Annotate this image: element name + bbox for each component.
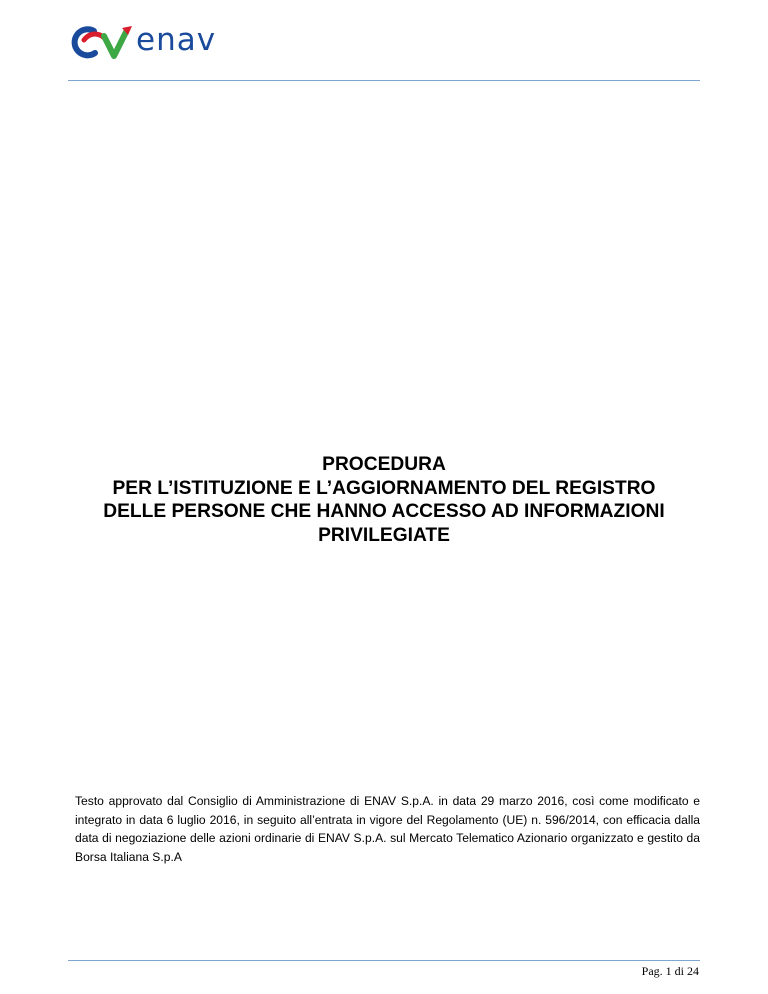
title-line: PER L’ISTITUZIONE E L’AGGIORNAMENTO DEL REGISTRO [112,477,656,499]
enav-logo [70,22,230,64]
footer-divider [68,960,700,961]
enav-logo-mark-icon [70,22,136,64]
document-title [60,453,708,547]
title-line: DELLE PERSONE CHE HANNO ACCESSO AD INFORMAZIONI [103,501,665,522]
approval-paragraph: Testo approvato dal Consiglio di Amministrazione di ENAV S.p.A. in data 29 marzo 2016, così come modificato e integrato in data 6 luglio 2016, in seguito all’entrata in vigore del Regolamento (UE) n. 596/2014, con efficacia dalla data di negoziazione delle azioni ordinarie di ENAV S.p.A. sul Mercato Telematico Azionario organizzato e gestito da Borsa Italiana S.p.A [75,794,700,864]
title-line: PRIVILEGIATE [318,524,450,546]
header-divider [68,80,700,81]
page-number: Pag. 1 di 24 [641,964,699,978]
title-line: PROCEDURA [322,454,446,475]
logo-wordmark: enav [136,22,217,58]
